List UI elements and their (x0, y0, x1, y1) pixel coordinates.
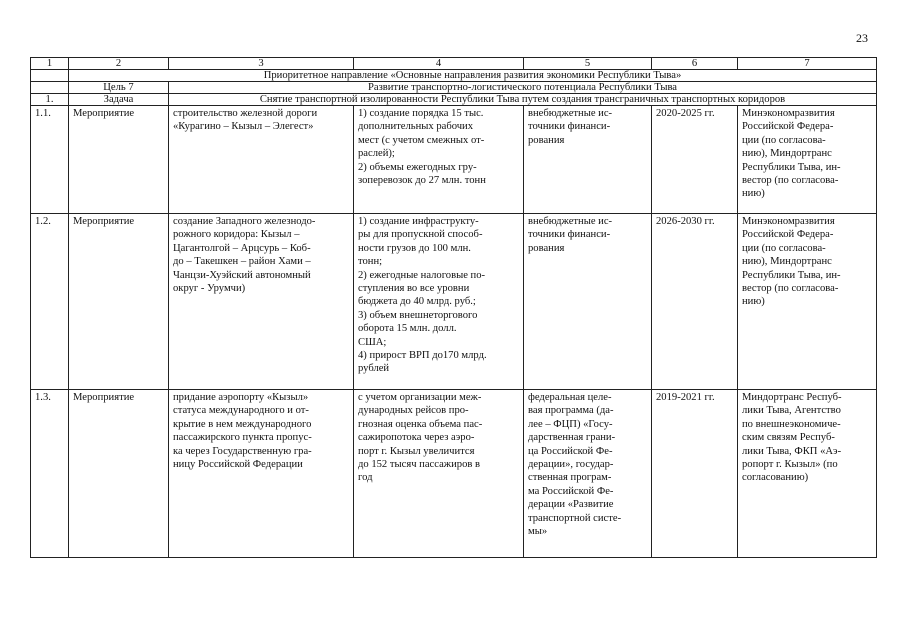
direction-spacer (31, 70, 69, 82)
row-number: 1.1. (31, 106, 69, 214)
table-row (31, 106, 877, 214)
column-numbers-row (31, 58, 877, 70)
row-type: Мероприятие (69, 390, 169, 558)
row-action: строительство железной дороги «Курагино – Кызыл – Элегест» (169, 106, 354, 214)
column-number: 5 (524, 58, 652, 70)
task-row (31, 94, 877, 106)
row-executor: Минэкономразвития Российской Федера- ции (по согласова- нию), Миндортранс Республики Тыва, ин- вестор (по согласова- нию) (738, 106, 877, 214)
row-period: 2020-2025 гг. (652, 106, 738, 214)
goal-row (31, 82, 877, 94)
row-result: 1) создание порядка 15 тыс. дополнительных рабочих мест (с учетом смежных от- раслей); 2) объемы ежегодных гру- зоперевозок до 27 млн. тонн (354, 106, 524, 214)
row-action: придание аэропорту «Кызыл» статуса международного и от- крытие в нем международного пассажирского пункта пропус- ка через Государственную гра- ницу Российской Федерации (169, 390, 354, 558)
row-executor: Минэкономразвития Российской Федера- ции (по согласова- нию), Миндортранс Республики Тыва, ин- вестор (по согласова- нию) (738, 214, 877, 390)
task-text: Снятие транспортной изолированности Республики Тыва путем создания трансграничных транспортных коридоров (169, 94, 877, 106)
priority-direction: Приоритетное направление «Основные направления развития экономики Республики Тыва» (69, 70, 877, 82)
table-row (31, 214, 877, 390)
column-number: 4 (354, 58, 524, 70)
row-result: 1) создание инфраструкту- ры для пропускной способ- ности грузов до 100 млн. тонн; 2) ежегодные налоговые по- ступления во все уровни бюджета до 40 млрд. руб.; 3) объем внешнеторгового оборота 15 млн. долл. США; 4) прирост ВРП до170 млрд. рублей (354, 214, 524, 390)
column-number: 2 (69, 58, 169, 70)
row-number: 1.3. (31, 390, 69, 558)
row-source: федеральная целе- вая программа (да- лее – ФЦП) «Госу- дарственная грани- ца Российской Фе- дерации», государ- ственная програм- ма Российской Фе- дерации «Развитие транспортной систе- мы» (524, 390, 652, 558)
row-executor: Миндортранс Респуб- лики Тыва, Агентство по внешнеэкономиче- ским связям Респуб- лики Тыва, ФКП «Аэ- ропорт г. Кызыл» (по согласованию) (738, 390, 877, 558)
goal-label: Цель 7 (69, 82, 169, 94)
task-number: 1. (31, 94, 69, 106)
row-source: внебюджетные ис- точники финанси- рования (524, 214, 652, 390)
row-period: 2026-2030 гг. (652, 214, 738, 390)
page-number: 23 (856, 31, 868, 45)
row-type: Мероприятие (69, 106, 169, 214)
row-action: создание Западного железнодо- рожного коридора: Кызыл – Цагантолгой – Арцсурь – Коб- до – Такешкен – район Хами – Чанцзи-Хуэйский автономный округ - Урумчи) (169, 214, 354, 390)
column-number: 3 (169, 58, 354, 70)
row-type: Мероприятие (69, 214, 169, 390)
goal-text: Развитие транспортно-логистического потенциала Республики Тыва (169, 82, 877, 94)
task-label: Задача (69, 94, 169, 106)
column-number: 1 (31, 58, 69, 70)
plan-table (30, 57, 877, 558)
table-row (31, 390, 877, 558)
column-number: 7 (738, 58, 877, 70)
goal-spacer (31, 82, 69, 94)
row-result: с учетом организации меж- дународных рейсов про- гнозная оценка объема пас- сажиропотока через аэро- порт г. Кызыл увеличится до 152 тысяч пассажиров в год (354, 390, 524, 558)
row-number: 1.2. (31, 214, 69, 390)
direction-row (31, 70, 877, 82)
column-number: 6 (652, 58, 738, 70)
row-source: внебюджетные ис- точники финанси- рования (524, 106, 652, 214)
row-period: 2019-2021 гг. (652, 390, 738, 558)
